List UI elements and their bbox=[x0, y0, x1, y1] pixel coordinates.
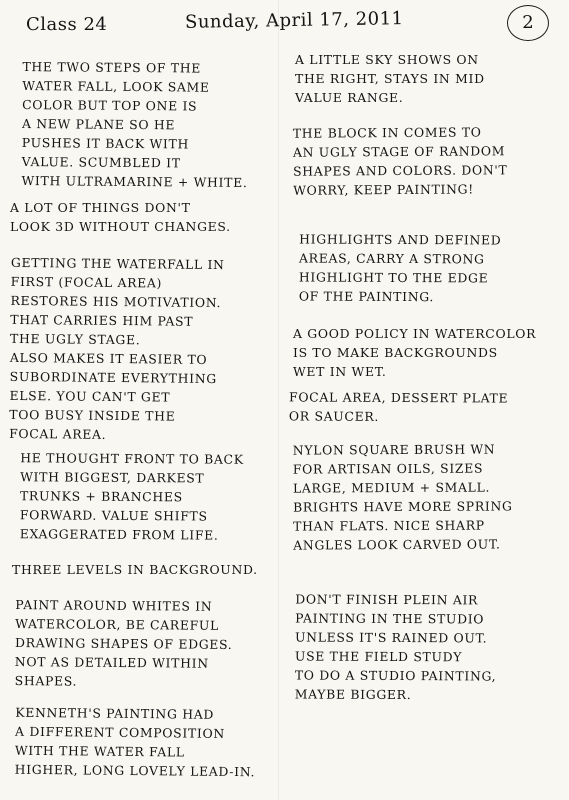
note-watercolor-policy: A GOOD POLICY IN WATERCOLOR IS TO MAKE BACKGROUNDS WET IN WET. bbox=[293, 326, 537, 379]
page-header bbox=[0, 0, 569, 45]
class-label: Class 24 bbox=[26, 14, 108, 35]
page-number: 2 bbox=[507, 5, 549, 41]
date-label: Sunday, April 17, 2011 bbox=[184, 8, 404, 33]
note-paint-around-whites: PAINT AROUND WHITES IN WATERCOLOR, BE CAREFUL DRAWING SHAPES OF EDGES. NOT AS DETAILED WITHIN SHAPES. bbox=[14, 597, 233, 689]
note-kenneth-painting: KENNETH'S PAINTING HAD A DIFFERENT COMPOSITION WITH THE WATER FALL HIGHER, LONG LOVELY LEAD-IN. bbox=[14, 704, 256, 780]
note-3d-changes: A LOT OF THINGS DON'T LOOK 3D WITHOUT CHANGES. bbox=[10, 200, 231, 234]
note-nylon-brush: NYLON SQUARE BRUSH WN FOR ARTISAN OILS, SIZES LARGE, MEDIUM + SMALL. BRIGHTS HAVE MORE SPRING THAN FLATS. NICE SHARP ANGLES LOOK CARVED OUT. bbox=[292, 441, 513, 553]
note-front-to-back: HE THOUGHT FRONT TO BACK WITH BIGGEST, DARKEST TRUNKS + BRANCHES FORWARD. VALUE SHIFTS EXAGGERATED FROM LIFE. bbox=[19, 450, 244, 543]
note-little-sky: A LITTLE SKY SHOWS ON THE RIGHT, STAYS IN MID VALUE RANGE. bbox=[295, 52, 485, 105]
note-highlights: HIGHLIGHTS AND DEFINED AREAS, CARRY A STRONG HIGHLIGHT TO THE EDGE OF THE PAINTING. bbox=[298, 231, 502, 305]
note-focal-first: GETTING THE WATERFALL IN FIRST (FOCAL AREA) RESTORES HIS MOTIVATION. THAT CARRIES HIM PAST THE UGLY STAGE. ALSO MAKES IT EASIER TO SUBORDINATE EVERYTHING ELSE. YOU CAN'T GET TOO BUSY INSIDE THE FOCAL AREA. bbox=[9, 254, 225, 442]
note-plein-air: DON'T FINISH PLEIN AIR PAINTING IN THE STUDIO UNLESS IT'S RAINED OUT. USE THE FIELD STUDY TO DO A STUDIO PAINTING, MAYBE BIGGER. bbox=[294, 591, 497, 703]
note-block-in: THE BLOCK IN COMES TO AN UGLY STAGE OF RANDOM SHAPES AND COLORS. DON'T WORRY, KEEP PAINTING! bbox=[292, 124, 508, 198]
note-three-levels: THREE LEVELS IN BACKGROUND. bbox=[12, 562, 258, 577]
note-waterfall-steps: THE TWO STEPS OF THE WATER FALL, LOOK SAME COLOR BUT TOP ONE IS A NEW PLANE SO HE PUSHES IT BACK WITH VALUE. SCUMBLED IT WITH ULTRAMARINE + WHITE. bbox=[21, 59, 248, 190]
note-focal-area: FOCAL AREA, DESSERT PLATE OR SAUCER. bbox=[288, 389, 509, 424]
